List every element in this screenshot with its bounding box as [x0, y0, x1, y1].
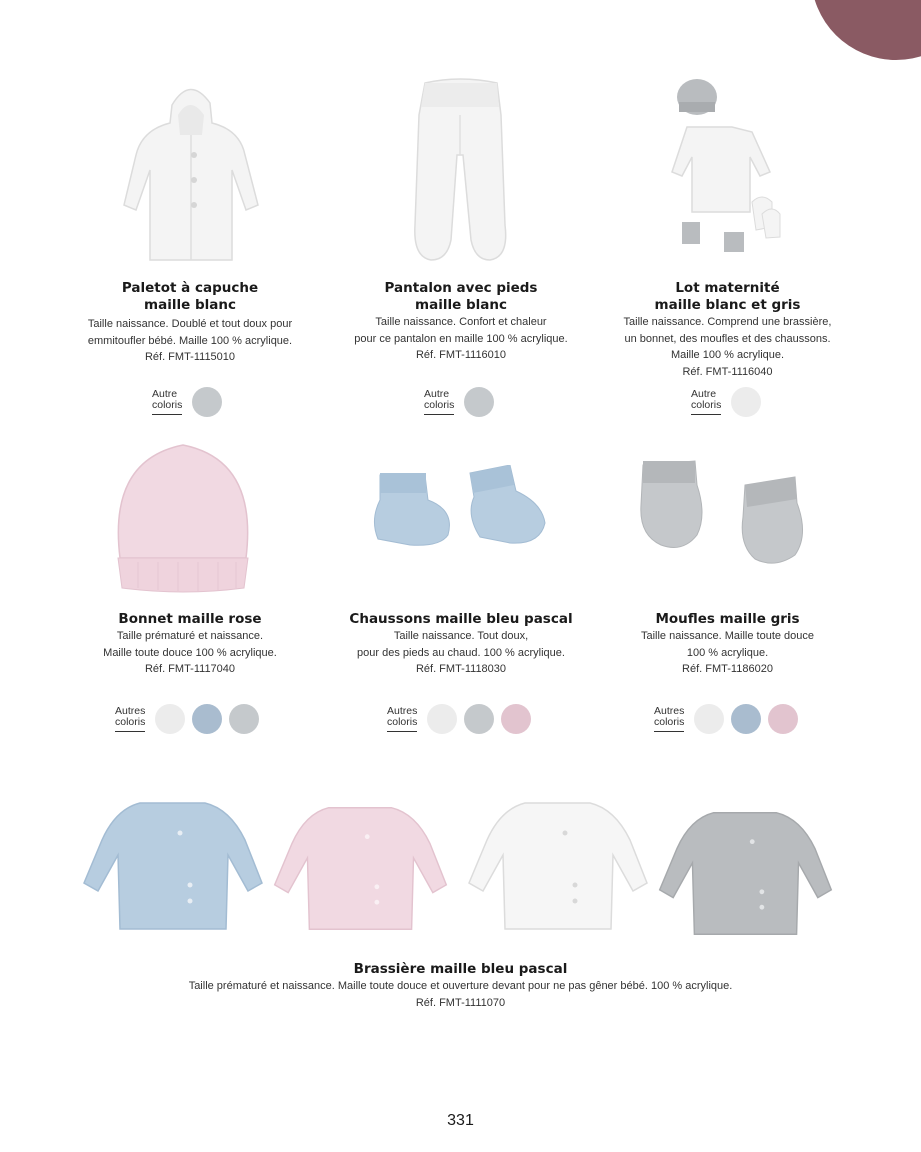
color-swatch[interactable]	[192, 704, 222, 734]
product-title: maille blanc	[144, 297, 236, 313]
product-chaussons	[330, 440, 592, 750]
product-image-coat	[120, 75, 260, 265]
product-image-set	[662, 72, 792, 262]
product-title: Lot maternité	[675, 280, 780, 296]
colors-label: Autre coloris	[152, 389, 182, 415]
color-swatch[interactable]	[501, 704, 531, 734]
product-desc: pour ce pantalon en maille 100 % acrylique.	[354, 332, 568, 345]
product-title: maille blanc	[415, 297, 507, 313]
color-swatch[interactable]	[731, 387, 761, 417]
product-desc: pour des pieds au chaud. 100 % acrylique.	[357, 646, 565, 659]
product-desc: 100 % acrylique.	[686, 646, 769, 659]
color-swatch[interactable]	[768, 704, 798, 734]
product-title: Chaussons maille bleu pascal	[349, 611, 573, 627]
product-desc: Taille naissance. Comprend une brassière,	[623, 316, 832, 328]
product-ref: Réf. FMT-1117040	[144, 663, 236, 675]
color-options	[691, 387, 768, 417]
colors-label: Autres coloris	[387, 706, 417, 732]
product-moufles	[600, 440, 855, 750]
color-swatch[interactable]	[731, 704, 761, 734]
product-lot-maternite	[600, 70, 855, 430]
color-swatch[interactable]	[464, 387, 494, 417]
color-swatch[interactable]	[464, 704, 494, 734]
colors-label: Autres coloris	[654, 706, 684, 732]
colors-label: Autre coloris	[691, 389, 721, 415]
page-number: 331	[447, 1112, 474, 1129]
product-desc: Taille naissance. Tout doux,	[393, 630, 529, 642]
product-desc: Taille naissance. Maille toute douce	[640, 630, 815, 642]
product-ref: Réf. FMT-1111070	[415, 996, 506, 1009]
product-desc: Taille naissance. Confort et chaleur	[375, 316, 547, 328]
color-swatch[interactable]	[694, 704, 724, 734]
color-options	[424, 387, 501, 417]
product-image-sweater-blue	[80, 795, 265, 935]
product-desc: Maille 100 % acrylique.	[670, 349, 785, 361]
product-desc: un bonnet, des moufles et des chaussons.	[624, 332, 831, 345]
product-image-booties	[370, 465, 555, 555]
product-title: Brassière maille bleu pascal	[353, 961, 568, 977]
product-image-sweater-grey	[655, 805, 835, 940]
color-swatch[interactable]	[427, 704, 457, 734]
product-title: Pantalon avec pieds	[384, 280, 538, 296]
product-title: Bonnet maille rose	[118, 611, 262, 627]
color-swatch[interactable]	[155, 704, 185, 734]
product-title: maille blanc et gris	[654, 297, 801, 313]
color-options	[115, 704, 266, 734]
color-swatch[interactable]	[192, 387, 222, 417]
color-swatch[interactable]	[229, 704, 259, 734]
product-image-sweater-pink	[270, 800, 450, 935]
color-options	[152, 387, 229, 417]
product-desc: Taille prématuré et naissance. Maille toute douce et ouverture devant pour ne pas gêner bébé. 100 % acrylique.	[188, 980, 733, 992]
product-ref: Réf. FMT-1118030	[415, 663, 507, 675]
color-options	[654, 704, 805, 734]
color-options	[387, 704, 538, 734]
product-ref: Réf. FMT-1186020	[682, 663, 773, 675]
product-title: Moufles maille gris	[655, 611, 800, 627]
product-brassiere	[60, 790, 861, 1020]
product-paletot	[60, 70, 320, 430]
colors-label: Autres coloris	[115, 706, 145, 732]
product-bonnet	[60, 440, 320, 750]
product-image-pants	[405, 75, 515, 265]
product-desc: Maille toute douce 100 % acrylique.	[103, 646, 277, 659]
product-image-hat	[108, 440, 258, 595]
product-desc: Taille naissance. Doublé et tout doux pour	[87, 318, 293, 330]
product-ref: Réf. FMT-1115010	[144, 351, 236, 363]
corner-decoration	[811, 0, 921, 60]
product-pantalon	[330, 70, 592, 430]
product-image-mittens	[635, 455, 815, 570]
product-desc: Taille prématuré et naissance.	[116, 630, 264, 642]
product-image-sweater-white	[465, 795, 650, 935]
product-desc: emmitoufler bébé. Maille 100 % acrylique.	[87, 334, 293, 347]
product-ref: Réf. FMT-1116010	[415, 349, 507, 361]
colors-label: Autre coloris	[424, 389, 454, 415]
product-title: Paletot à capuche	[121, 280, 259, 296]
product-ref: Réf. FMT-1116040	[682, 365, 773, 378]
